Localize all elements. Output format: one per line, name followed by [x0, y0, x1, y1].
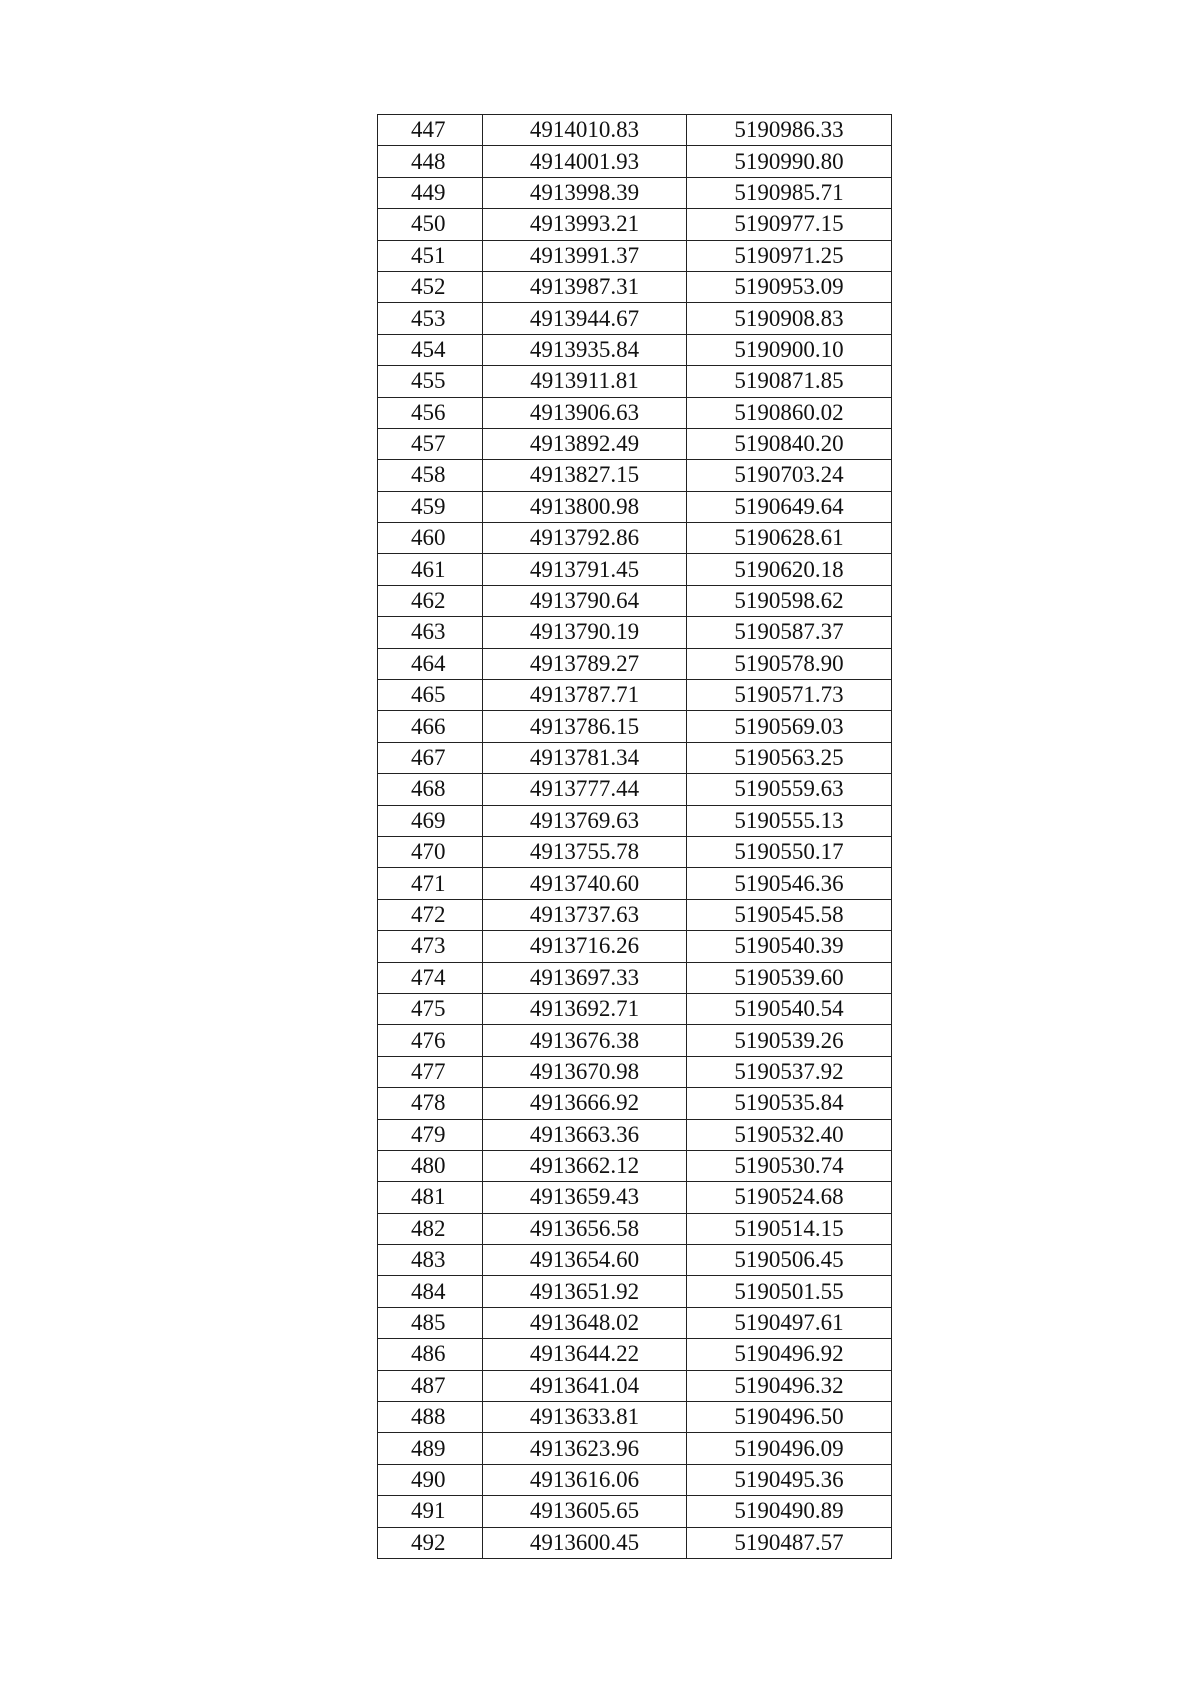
table-row	[378, 711, 892, 742]
x-coordinate-cell: 4913648.02	[483, 1307, 687, 1338]
y-coordinate-cell: 5190985.71	[687, 177, 892, 208]
table-row	[378, 1496, 892, 1527]
y-coordinate-cell: 5190587.37	[687, 617, 892, 648]
point-number-cell: 449	[378, 177, 483, 208]
y-coordinate-cell: 5190840.20	[687, 428, 892, 459]
table-row	[378, 962, 892, 993]
point-number-cell: 475	[378, 993, 483, 1024]
table-row	[378, 1213, 892, 1244]
table-row	[378, 680, 892, 711]
y-coordinate-cell: 5190496.32	[687, 1370, 892, 1401]
table-row	[378, 1464, 892, 1495]
x-coordinate-cell: 4913616.06	[483, 1464, 687, 1495]
point-number-cell: 468	[378, 774, 483, 805]
x-coordinate-cell: 4913791.45	[483, 554, 687, 585]
table-row	[378, 1088, 892, 1119]
table-row	[378, 1182, 892, 1213]
table-row	[378, 460, 892, 491]
table-row	[378, 742, 892, 773]
x-coordinate-cell: 4913692.71	[483, 993, 687, 1024]
x-coordinate-cell: 4913935.84	[483, 334, 687, 365]
table-row	[378, 774, 892, 805]
x-coordinate-cell: 4913892.49	[483, 428, 687, 459]
x-coordinate-cell: 4913676.38	[483, 1025, 687, 1056]
x-coordinate-cell: 4913737.63	[483, 899, 687, 930]
point-number-cell: 472	[378, 899, 483, 930]
y-coordinate-cell: 5190535.84	[687, 1088, 892, 1119]
table-row	[378, 585, 892, 616]
point-number-cell: 463	[378, 617, 483, 648]
point-number-cell: 482	[378, 1213, 483, 1244]
y-coordinate-cell: 5190571.73	[687, 680, 892, 711]
point-number-cell: 488	[378, 1402, 483, 1433]
x-coordinate-cell: 4913800.98	[483, 491, 687, 522]
table-row	[378, 1056, 892, 1087]
y-coordinate-cell: 5190620.18	[687, 554, 892, 585]
table-row	[378, 491, 892, 522]
table-row	[378, 1119, 892, 1150]
table-row	[378, 523, 892, 554]
point-number-cell: 484	[378, 1276, 483, 1307]
point-number-cell: 471	[378, 868, 483, 899]
y-coordinate-cell: 5190540.54	[687, 993, 892, 1024]
point-number-cell: 453	[378, 303, 483, 334]
y-coordinate-cell: 5190860.02	[687, 397, 892, 428]
y-coordinate-cell: 5190530.74	[687, 1150, 892, 1181]
table-row	[378, 1245, 892, 1276]
x-coordinate-cell: 4913790.19	[483, 617, 687, 648]
y-coordinate-cell: 5190569.03	[687, 711, 892, 742]
point-number-cell: 476	[378, 1025, 483, 1056]
table-row	[378, 1276, 892, 1307]
x-coordinate-cell: 4914001.93	[483, 146, 687, 177]
x-coordinate-cell: 4913623.96	[483, 1433, 687, 1464]
x-coordinate-cell: 4913777.44	[483, 774, 687, 805]
table-row	[378, 366, 892, 397]
table-row	[378, 868, 892, 899]
x-coordinate-cell: 4913781.34	[483, 742, 687, 773]
point-number-cell: 465	[378, 680, 483, 711]
table-row	[378, 931, 892, 962]
x-coordinate-cell: 4913697.33	[483, 962, 687, 993]
x-coordinate-cell: 4913790.64	[483, 585, 687, 616]
point-number-cell: 464	[378, 648, 483, 679]
point-number-cell: 462	[378, 585, 483, 616]
point-number-cell: 457	[378, 428, 483, 459]
x-coordinate-cell: 4913662.12	[483, 1150, 687, 1181]
y-coordinate-cell: 5190986.33	[687, 115, 892, 146]
x-coordinate-cell: 4913993.21	[483, 209, 687, 240]
point-number-cell: 456	[378, 397, 483, 428]
y-coordinate-cell: 5190496.92	[687, 1339, 892, 1370]
x-coordinate-cell: 4914010.83	[483, 115, 687, 146]
y-coordinate-cell: 5190495.36	[687, 1464, 892, 1495]
y-coordinate-cell: 5190598.62	[687, 585, 892, 616]
y-coordinate-cell: 5190496.09	[687, 1433, 892, 1464]
point-number-cell: 461	[378, 554, 483, 585]
x-coordinate-cell: 4913641.04	[483, 1370, 687, 1401]
point-number-cell: 490	[378, 1464, 483, 1495]
point-number-cell: 469	[378, 805, 483, 836]
table-row	[378, 1370, 892, 1401]
y-coordinate-cell: 5190501.55	[687, 1276, 892, 1307]
table-row	[378, 1402, 892, 1433]
y-coordinate-cell: 5190871.85	[687, 366, 892, 397]
y-coordinate-cell: 5190524.68	[687, 1182, 892, 1213]
y-coordinate-cell: 5190546.36	[687, 868, 892, 899]
y-coordinate-cell: 5190953.09	[687, 271, 892, 302]
y-coordinate-cell: 5190578.90	[687, 648, 892, 679]
x-coordinate-cell: 4913906.63	[483, 397, 687, 428]
y-coordinate-cell: 5190514.15	[687, 1213, 892, 1244]
table-row	[378, 836, 892, 867]
table-row	[378, 115, 892, 146]
x-coordinate-cell: 4913659.43	[483, 1182, 687, 1213]
y-coordinate-cell: 5190977.15	[687, 209, 892, 240]
y-coordinate-cell: 5190497.61	[687, 1307, 892, 1338]
x-coordinate-cell: 4913666.92	[483, 1088, 687, 1119]
x-coordinate-cell: 4913789.27	[483, 648, 687, 679]
y-coordinate-cell: 5190537.92	[687, 1056, 892, 1087]
point-number-cell: 474	[378, 962, 483, 993]
point-number-cell: 460	[378, 523, 483, 554]
y-coordinate-cell: 5190990.80	[687, 146, 892, 177]
table-row	[378, 146, 892, 177]
point-number-cell: 487	[378, 1370, 483, 1401]
point-number-cell: 454	[378, 334, 483, 365]
point-number-cell: 455	[378, 366, 483, 397]
point-number-cell: 448	[378, 146, 483, 177]
table-row	[378, 271, 892, 302]
y-coordinate-cell: 5190550.17	[687, 836, 892, 867]
x-coordinate-cell: 4913827.15	[483, 460, 687, 491]
table-row	[378, 1025, 892, 1056]
point-number-cell: 481	[378, 1182, 483, 1213]
table-row	[378, 617, 892, 648]
x-coordinate-cell: 4913755.78	[483, 836, 687, 867]
table-row	[378, 1527, 892, 1558]
point-number-cell: 479	[378, 1119, 483, 1150]
table-row	[378, 209, 892, 240]
point-number-cell: 478	[378, 1088, 483, 1119]
table-row	[378, 428, 892, 459]
y-coordinate-cell: 5190555.13	[687, 805, 892, 836]
point-number-cell: 447	[378, 115, 483, 146]
table-row	[378, 648, 892, 679]
point-number-cell: 483	[378, 1245, 483, 1276]
y-coordinate-cell: 5190908.83	[687, 303, 892, 334]
y-coordinate-cell: 5190545.58	[687, 899, 892, 930]
y-coordinate-cell: 5190900.10	[687, 334, 892, 365]
x-coordinate-cell: 4913644.22	[483, 1339, 687, 1370]
point-number-cell: 450	[378, 209, 483, 240]
point-number-cell: 459	[378, 491, 483, 522]
point-number-cell: 451	[378, 240, 483, 271]
table-row	[378, 397, 892, 428]
table-row	[378, 554, 892, 585]
point-number-cell: 458	[378, 460, 483, 491]
y-coordinate-cell: 5190490.89	[687, 1496, 892, 1527]
x-coordinate-cell: 4913670.98	[483, 1056, 687, 1087]
x-coordinate-cell: 4913786.15	[483, 711, 687, 742]
x-coordinate-cell: 4913792.86	[483, 523, 687, 554]
point-number-cell: 477	[378, 1056, 483, 1087]
coordinates-table-body	[378, 115, 892, 1559]
table-row	[378, 1339, 892, 1370]
x-coordinate-cell: 4913656.58	[483, 1213, 687, 1244]
point-number-cell: 486	[378, 1339, 483, 1370]
x-coordinate-cell: 4913944.67	[483, 303, 687, 334]
x-coordinate-cell: 4913991.37	[483, 240, 687, 271]
y-coordinate-cell: 5190532.40	[687, 1119, 892, 1150]
y-coordinate-cell: 5190540.39	[687, 931, 892, 962]
y-coordinate-cell: 5190563.25	[687, 742, 892, 773]
x-coordinate-cell: 4913633.81	[483, 1402, 687, 1433]
coordinates-table	[377, 114, 892, 1559]
x-coordinate-cell: 4913663.36	[483, 1119, 687, 1150]
x-coordinate-cell: 4913716.26	[483, 931, 687, 962]
table-row	[378, 993, 892, 1024]
table-row	[378, 805, 892, 836]
table-row	[378, 1150, 892, 1181]
x-coordinate-cell: 4913787.71	[483, 680, 687, 711]
point-number-cell: 473	[378, 931, 483, 962]
y-coordinate-cell: 5190506.45	[687, 1245, 892, 1276]
y-coordinate-cell: 5190496.50	[687, 1402, 892, 1433]
y-coordinate-cell: 5190649.64	[687, 491, 892, 522]
point-number-cell: 452	[378, 271, 483, 302]
x-coordinate-cell: 4913769.63	[483, 805, 687, 836]
x-coordinate-cell: 4913654.60	[483, 1245, 687, 1276]
x-coordinate-cell: 4913987.31	[483, 271, 687, 302]
x-coordinate-cell: 4913600.45	[483, 1527, 687, 1558]
x-coordinate-cell: 4913605.65	[483, 1496, 687, 1527]
table-row	[378, 240, 892, 271]
point-number-cell: 492	[378, 1527, 483, 1558]
table-row	[378, 1433, 892, 1464]
y-coordinate-cell: 5190628.61	[687, 523, 892, 554]
point-number-cell: 485	[378, 1307, 483, 1338]
point-number-cell: 489	[378, 1433, 483, 1464]
x-coordinate-cell: 4913740.60	[483, 868, 687, 899]
point-number-cell: 466	[378, 711, 483, 742]
x-coordinate-cell: 4913911.81	[483, 366, 687, 397]
y-coordinate-cell: 5190559.63	[687, 774, 892, 805]
x-coordinate-cell: 4913998.39	[483, 177, 687, 208]
x-coordinate-cell: 4913651.92	[483, 1276, 687, 1307]
y-coordinate-cell: 5190539.26	[687, 1025, 892, 1056]
table-row	[378, 899, 892, 930]
point-number-cell: 491	[378, 1496, 483, 1527]
table-row	[378, 177, 892, 208]
point-number-cell: 467	[378, 742, 483, 773]
y-coordinate-cell: 5190539.60	[687, 962, 892, 993]
y-coordinate-cell: 5190971.25	[687, 240, 892, 271]
point-number-cell: 470	[378, 836, 483, 867]
table-row	[378, 1307, 892, 1338]
y-coordinate-cell: 5190703.24	[687, 460, 892, 491]
y-coordinate-cell: 5190487.57	[687, 1527, 892, 1558]
point-number-cell: 480	[378, 1150, 483, 1181]
table-row	[378, 303, 892, 334]
table-row	[378, 334, 892, 365]
